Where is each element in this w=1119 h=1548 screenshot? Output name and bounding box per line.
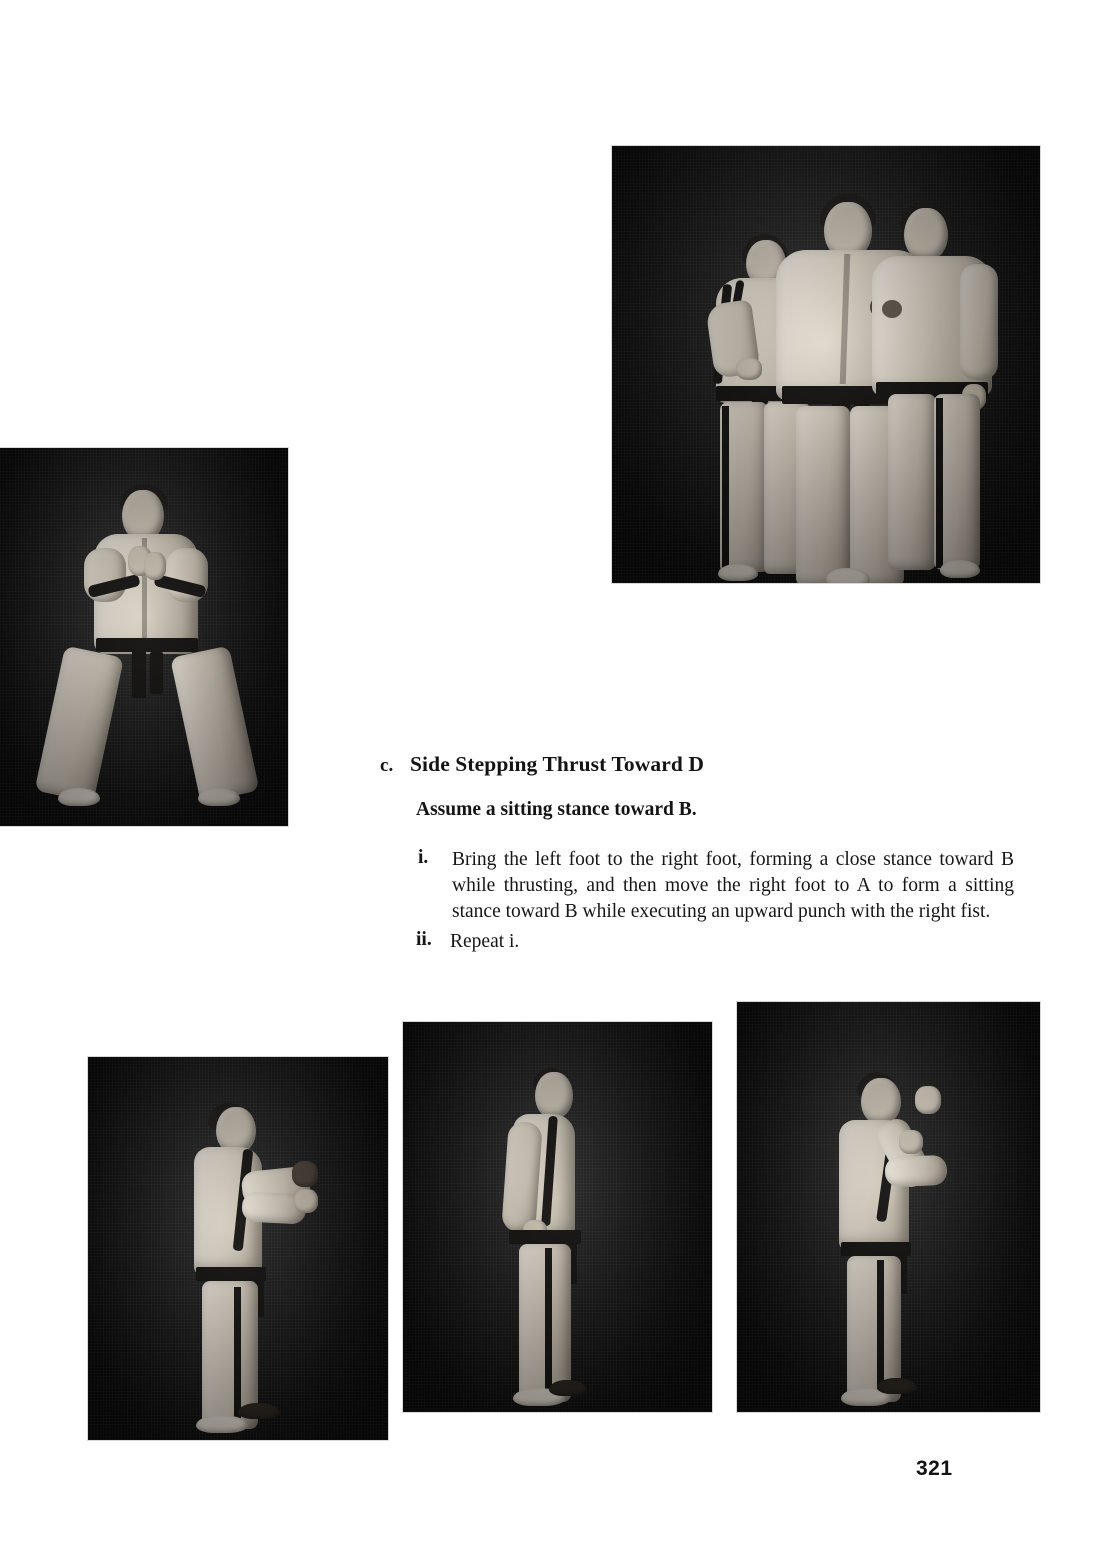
figure-sitting-stance	[58, 476, 244, 806]
step-marker-i: i.	[418, 847, 429, 868]
figure-close-stance-side-view	[499, 1062, 629, 1392]
page-number: 321	[916, 1457, 953, 1480]
page-title: Side Stepping Thrust Toward D	[410, 752, 705, 776]
photo-step-3-upward-punch	[737, 1002, 1040, 1412]
section-marker: c.	[380, 755, 394, 776]
instruction-text-block	[380, 752, 1020, 955]
step-list	[416, 847, 1020, 955]
photo-step-2-close-stance	[403, 1022, 712, 1412]
photo-step-1-thrust	[88, 1057, 388, 1440]
figure-upward-punch-side-view	[829, 1064, 989, 1396]
figure-thrust-side-view	[186, 1091, 332, 1421]
list-item	[416, 929, 1020, 955]
list-item	[416, 847, 1020, 925]
step-text-ii: Repeat i.	[450, 930, 520, 952]
section-heading	[380, 752, 1020, 777]
step-text-i: Bring the left foot to the right foot, forming a close stance toward B while thrusting, and then move the right foot to A to form a sitting stance toward B while executing an upward punch with the right fist.	[452, 849, 1014, 922]
section-subheading: Assume a sitting stance toward B.	[416, 799, 697, 820]
photo-group-three-practitioners	[612, 146, 1040, 583]
figure-right-practitioner	[862, 194, 1002, 576]
step-marker-ii: ii.	[416, 928, 432, 950]
photo-sitting-stance-front	[0, 448, 288, 826]
